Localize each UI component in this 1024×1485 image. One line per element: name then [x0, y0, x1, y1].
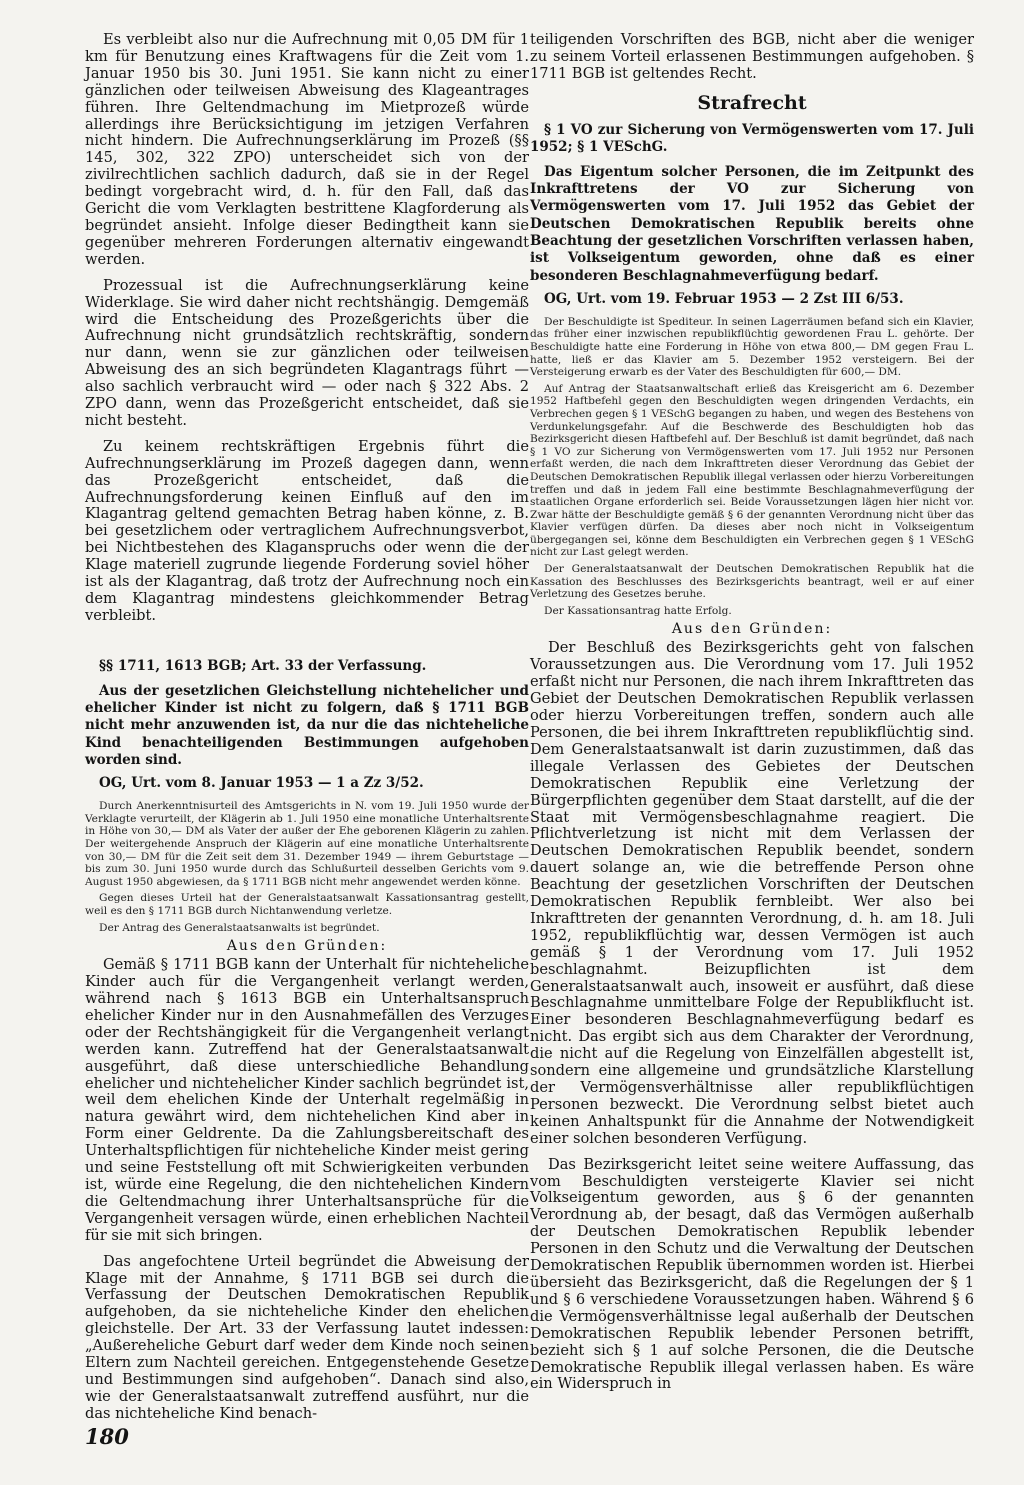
paragraph: teiligenden Vorschriften des BGB, nicht aber die weniger zu seinem Vorteil erlassenen Bestimmungen aufgehoben. § 1711 BGB ist geltendes Recht.: [530, 31, 974, 82]
paragraph: Das Bezirksgericht leitet seine weitere Auffassung, das vom Beschuldigten versteigerte Klavier sei nicht Volkseigentum geworden, aus § 6 der genannten Verordnung ab, der besagt, daß das Vermögen außerhalb der Deutschen Demokratischen Republik lebender Personen in den Schutz und die Verwaltung der Deutschen Demokratischen Republik übernommen worden ist. Hierbei übersieht das Bezirksgericht, daß die Regelungen der § 1 und § 6 verschiedene Voraussetzungen haben. Während § 6 die Vermögensverhältnisse legal außerhalb der Deutschen Demokratischen Republik lebender Personen betrifft, bezieht sich § 1 auf solche Personen, die die Deutsche Demokratische Republik illegal verlassen haben. Es wäre ein Widerspruch in: [530, 1155, 974, 1393]
headnote: Das Eigentum solcher Personen, die im Zeitpunkt des Inkrafttretens der VO zur Sicherung von Vermögenswerten vom 17. Juli 1952 das Gebiet der Deutschen Demokratischen Republik bereits ohne Beachtung der gesetzlichen Vorschriften verlassen haben, ist Volkseigentum geworden, ohne daß es einer besonderen Beschlagnahmeverfügung bedarf.: [530, 163, 974, 284]
page-number: 180: [85, 1424, 129, 1449]
paragraph: Zu keinem rechtskräftigen Ergebnis führt die Aufrechnungserklärung im Prozeß dagegen dann, wenn das Prozeßgericht entscheidet, daß die Aufrechnungsforderung keinen Einfluß auf den im Klagantrag geltend gemachten Betrag haben könne, z. B. bei gesetzlichem oder vertraglichem Aufrechnungsverbot, bei Nichtbestehen des Klaganspruchs oder wenn die der Klage materiell zugrunde liegende Forderung soviel höher ist als der Klagantrag, daß trotz der Aufrechnung noch ein dem Klagantrag mindestens gleichkommender Betrag verbleibt.: [85, 437, 529, 624]
paragraph: Es verbleibt also nur die Aufrechnung mit 0,05 DM für 1 km für Benutzung eines Kraftwagens für die Zeit vom 1. Januar 1950 bis 30. Juni 1951. Sie kann nicht zu einer gänzlichen oder teilweisen Abweisung des Klageantrages führen. Ihre Geltendmachung im Mietprozeß würde allerdings ihre Berücksichtigung im jetzigen Verfahren nicht hindern. Die Aufrechnungserklärung im Prozeß (§§ 145, 302, 322 ZPO) unterscheidet sich von der zivilrechtlichen sachlich dadurch, daß sie in der Regel bedingt vorgebracht wird, d. h. für den Fall, daß das Gericht die vom Verklagten bestrittene Klagforderung als begründet ansieht. Infolge dieser Bedingtheit kann sie gegenüber mehreren Forderungen alternativ eingewandt werden.: [85, 31, 529, 268]
paragraph: Der Beschluß des Bezirksgerichts geht von falschen Voraussetzungen aus. Die Verordnung vom 17. Juli 1952 erfaßt nicht nur Personen, die nach ihrem Inkrafttreten das Gebiet der Deutschen Demokratischen Republik verlassen oder hierzu Vorbereitungen treffen, sondern auch alle Personen, die bei ihrem Inkrafttreten republikflüchtig sind. Dem Generalstaatsanwalt ist darin zuzustimmen, daß das illegale Verlassen des Gebietes der Deutschen Demokratischen Republik eine Verletzung der Bürgerpflichten gegenüber dem Staat darstellt, auf die der Staat mit Vermögensbeschlagnahme reagiert. Die Pflichtverletzung ist nicht mit dem Verlassen der Deutschen Demokratischen Republik beendet, sondern dauert solange an, wie die betreffende Person ohne Beachtung der gesetzlichen Vorschriften der Deutschen Demokratischen Republik fernbleibt. Wer also bei Inkrafttreten der genannten Verordnung, d. h. am 18. Juli 1952, republikflüchtig war, dessen Vermögen ist auch gemäß § 1 der Verordnung vom 17. Juli 1952 beschlagnahmt. Beizupflichten ist dem Generalstaatsanwalt auch, insoweit er ausführt, daß diese Beschlagnahme unmittelbare Folge der Republikflucht ist. Einer besonderen Beschlagnahmeverfügung bedarf es nicht. Das ergibt sich aus dem Charakter der Verordnung, die nicht auf die Regelung von Einzelfällen abgestellt ist, sondern eine allgemeine und grundsätzliche Klarstellung der Vermögensverhältnisse aller republikflüchtigen Personen bezweckt. Die Verordnung selbst bietet auch keinen Anhaltspunkt für die Annahme der Notwendigkeit einer solchen besonderen Verfügung.: [530, 639, 974, 1147]
section-heading: Strafrecht: [697, 91, 807, 114]
reasons-heading: Aus den Gründen:: [671, 621, 833, 638]
facts-paragraph: Der Generalstaatsanwalt der Deutschen Demokratischen Republik hat die Kassation des Beschlusses des Bezirksgerichts beantragt, weil er auf einer Verletzung des Gesetzes beruhe.: [530, 563, 974, 601]
facts-paragraph: Der Antrag des Generalstaatsanwalts ist begründet.: [99, 921, 380, 934]
paragraph: Prozessual ist die Aufrechnungserklärung keine Widerklage. Sie wird daher nicht rechtshängig. Demgemäß wird die Entscheidung des Prozeßgerichts über die Aufrechnung nicht grundsätzlich rechtskräftig, sondern nur dann, wenn sie zur gänzlichen oder teilweisen Abweisung des an sich begründeten Klagantrags führt — also sachlich verbraucht wird — oder nach § 322 Abs. 2 ZPO dann, wenn das Prozeßgericht entscheidet, daß sie nicht besteht.: [85, 276, 529, 429]
facts-paragraph: Der Kassationsantrag hatte Erfolg.: [544, 604, 732, 617]
right-column: [530, 32, 974, 1402]
facts-paragraph: Durch Anerkenntnisurteil des Amtsgerichts in N. vom 19. Juli 1950 wurde der Verklagte verurteilt, der Klägerin ab 1. Juli 1950 eine monatliche Unterhaltsrente in Höhe von 30,— DM als Vater der außer der Ehe geborenen Klägerin zu zahlen. Der weitergehende Anspruch der Klägerin auf eine monatliche Unterhaltsrente von 30,— DM für die Zeit seit dem 31. Dezember 1949 — ihrem Geburtstage — bis zum 30. Juni 1950 wurde durch das Schlußurteil desselben Gerichts vom 9. August 1950 abgewiesen, da § 1711 BGB nicht mehr angewendet werden könne.: [85, 800, 529, 888]
facts-paragraph: Der Beschuldigte ist Spediteur. In seinen Lagerräumen befand sich ein Klavier, das früher einer inzwischen republikflüchtig gewordenen Frau L. gehörte. Der Beschuldigte hatte eine Forderung in Höhe von etwa 800,— DM gegen Frau L. hatte, ließ er das Klavier am 5. Dezember 1952 versteigern. Bei der Versteigerung erwarb es der Vater des Beschuldigten für 600,— DM.: [530, 315, 974, 379]
left-column: [85, 32, 529, 1432]
paragraph: Gemäß § 1711 BGB kann der Unterhalt für nichteheliche Kinder auch für die Vergangenheit verlangt werden, während nach § 1613 BGB ein Unterhaltsanspruch ehelicher Kinder nur in den Ausnahmefällen des Verzuges oder der Rechtshängigkeit für die Vergangenheit verlangt werden kann. Zutreffend hat der Generalstaatsanwalt ausgeführt, daß diese unterschiedliche Behandlung ehelicher und nichtehelicher Kinder sachlich begründet ist, weil dem ehelichen Kinde der Unterhalt regelmäßig in natura gewährt wird, dem nichtehelichen Kind aber in Form einer Geldrente. Da die Zahlungsbereitschaft des Unterhaltspflichtigen für nichteheliche Kinder meist gering und seine Feststellung oft mit Schwierigkeiten verbunden ist, würde eine Regelung, die den nichtehelichen Kindern die Geltendmachung ihrer Unterhaltsansprüche für die Vergangenheit versagen würde, einen erheblichen Nachteil für sie mit sich bringen.: [85, 956, 529, 1244]
headnote: Aus der gesetzlichen Gleichstellung nichtehelicher und ehelicher Kinder ist nicht zu folgern, daß § 1711 BGB nicht mehr anzuwenden ist, da nur die das nichteheliche Kind benachteiligenden Bestimmungen aufgehoben worden sind.: [85, 682, 529, 768]
facts-paragraph: Auf Antrag der Staatsanwaltschaft erließ das Kreisgericht am 6. Dezember 1952 Haftbefehl gegen den Beschuldigten wegen dringenden Verdachts, ein Verbrechen gegen § 1 VESchG begangen zu haben, und wegen des Bestehens von Verdunkelungsgefahr. Auf die Beschwerde des Beschuldigten hob das Bezirksgericht diesen Haftbefehl auf. Der Beschluß ist damit begründet, daß nach § 1 VO zur Sicherung von Vermögenswerten vom 17. Juli 1952 nur Personen erfaßt werden, die nach dem Inkrafttreten dieser Verordnung das Gebiet der Deutschen Demokratischen Republik illegal verlassen oder hierzu Vorbereitungen treffen und daß in jedem Fall eine bestimmte Beschlagnahmeverfügung der staatlichen Organe erforderlich sei. Beide Voraussetzungen lägen hier nicht vor. Zwar hätte der Beschuldigte gemäß § 6 der genannten Verordnung nicht über das Klavier verfügen dürfen. Da dieses aber noch nicht in Volkseigentum übergegangen sei, könne dem Beschuldigten ein Verbrechen gegen § 1 VESchG nicht zur Last gelegt werden.: [530, 382, 974, 559]
facts-paragraph: Gegen dieses Urteil hat der Generalstaatsanwalt Kassationsantrag gestellt, weil es den § 1711 BGB durch Nichtanwendung verletze.: [85, 892, 529, 918]
section-title: §§ 1711, 1613 BGB; Art. 33 der Verfassung.: [99, 657, 427, 674]
section-title: § 1 VO zur Sicherung von Vermögenswerten vom 17. Juli 1952; § 1 VESchG.: [530, 121, 974, 155]
reasons-heading: Aus den Gründen:: [226, 938, 388, 955]
court-reference: OG, Urt. vom 8. Januar 1953 — 1 a Zz 3/52.: [99, 775, 424, 792]
paragraph: Das angefochtene Urteil begründet die Abweisung der Klage mit der Annahme, § 1711 BGB sei durch die Verfassung der Deutschen Demokratischen Republik aufgehoben, da sie nichteheliche Kinder den ehelichen gleichstelle. Der Art. 33 der Verfassung lautet indessen: „Außereheliche Geburt darf weder dem Kinde noch seinen Eltern zum Nachteil gereichen. Entgegenstehende Gesetze und Bestimmungen sind aufgehoben“. Danach sind also, wie der Generalstaatsanwalt zutreffend ausführt, nur die das nichteheliche Kind benach-: [85, 1252, 529, 1422]
court-reference: OG, Urt. vom 19. Februar 1953 — 2 Zst III 6/53.: [544, 290, 904, 307]
